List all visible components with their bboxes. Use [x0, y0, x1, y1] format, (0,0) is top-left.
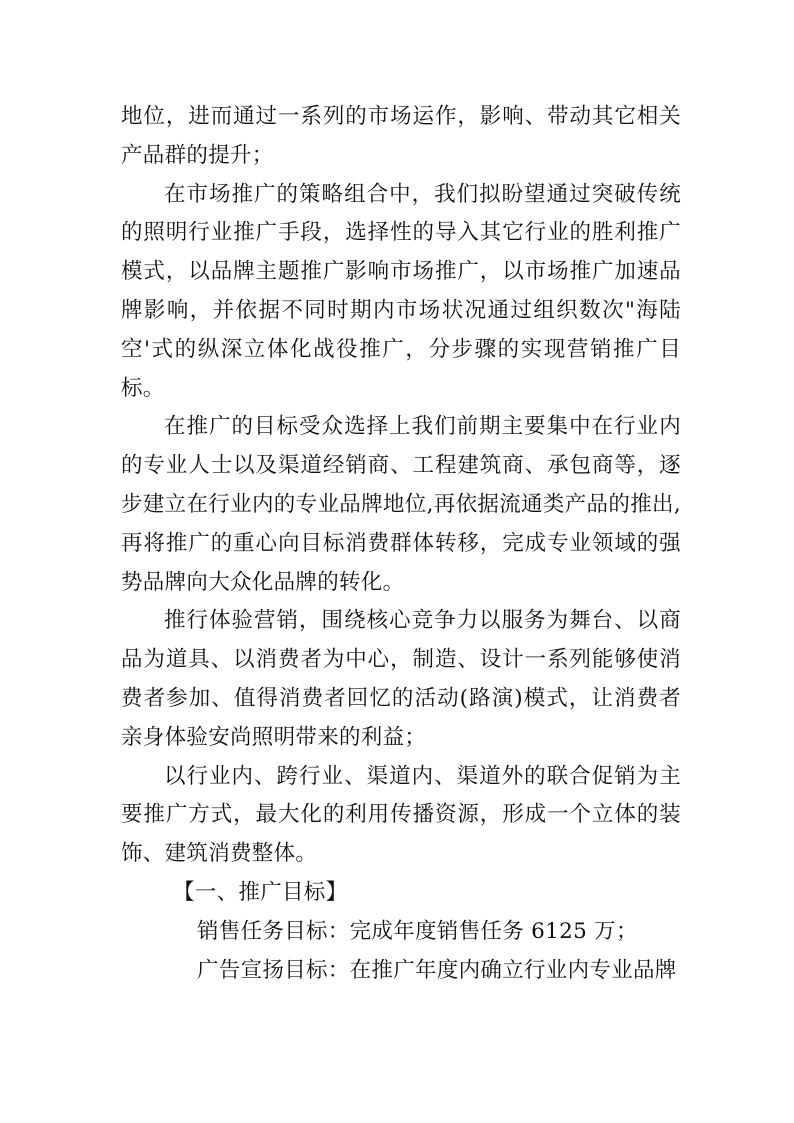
paragraph-continuation: 地位，进而通过一系列的市场运作，影响、带动其它相关产品群的提升；	[121, 104, 681, 168]
paragraph-strategy: 在市场推广的策略组合中，我们拟盼望通过突破传统的照明行业推广手段，选择性的导入其它行业的胜利推广模式，以品牌主题推广影响市场推广，以市场推广加速品牌影响，并依据不同时期内市场状况通过组织数次"海陆空'式的纵深立体化战役推广，分步骤的实现营销推广目标。	[121, 181, 681, 401]
ad-target-line: 广告宣扬目标：在推广年度内确立行业内专业品牌	[197, 957, 677, 983]
paragraph-experience-marketing: 推行体验营销，围绕核心竞争力以服务为舞台、以商品为道具、以消费者为中心，制造、设计一系列能够使消费者参加、值得消费者回忆的活动(路演)模式，让消费者亲身体验安尚照明带来的利益；	[121, 608, 681, 750]
sales-target-line: 销售任务目标：完成年度销售任务 6125 万；	[197, 918, 638, 944]
section-heading: 【一、推广目标】	[173, 879, 348, 905]
paragraph-target-audience: 在推广的目标受众选择上我们前期主要集中在行业内的专业人士以及渠道经销商、工程建筑商、承包商等，逐步建立在行业内的专业品牌地位,再依据流通类产品的推出,再将推广的重心向目标消费群体转移，完成专业领域的强势品牌向大众化品牌的转化。	[121, 414, 681, 595]
paragraph-joint-promotion: 以行业内、跨行业、渠道内、渠道外的联合促销为主要推广方式，最大化的利用传播资源，形成一个立体的装饰、建筑消费整体。	[121, 763, 681, 867]
document-body	[121, 98, 681, 990]
